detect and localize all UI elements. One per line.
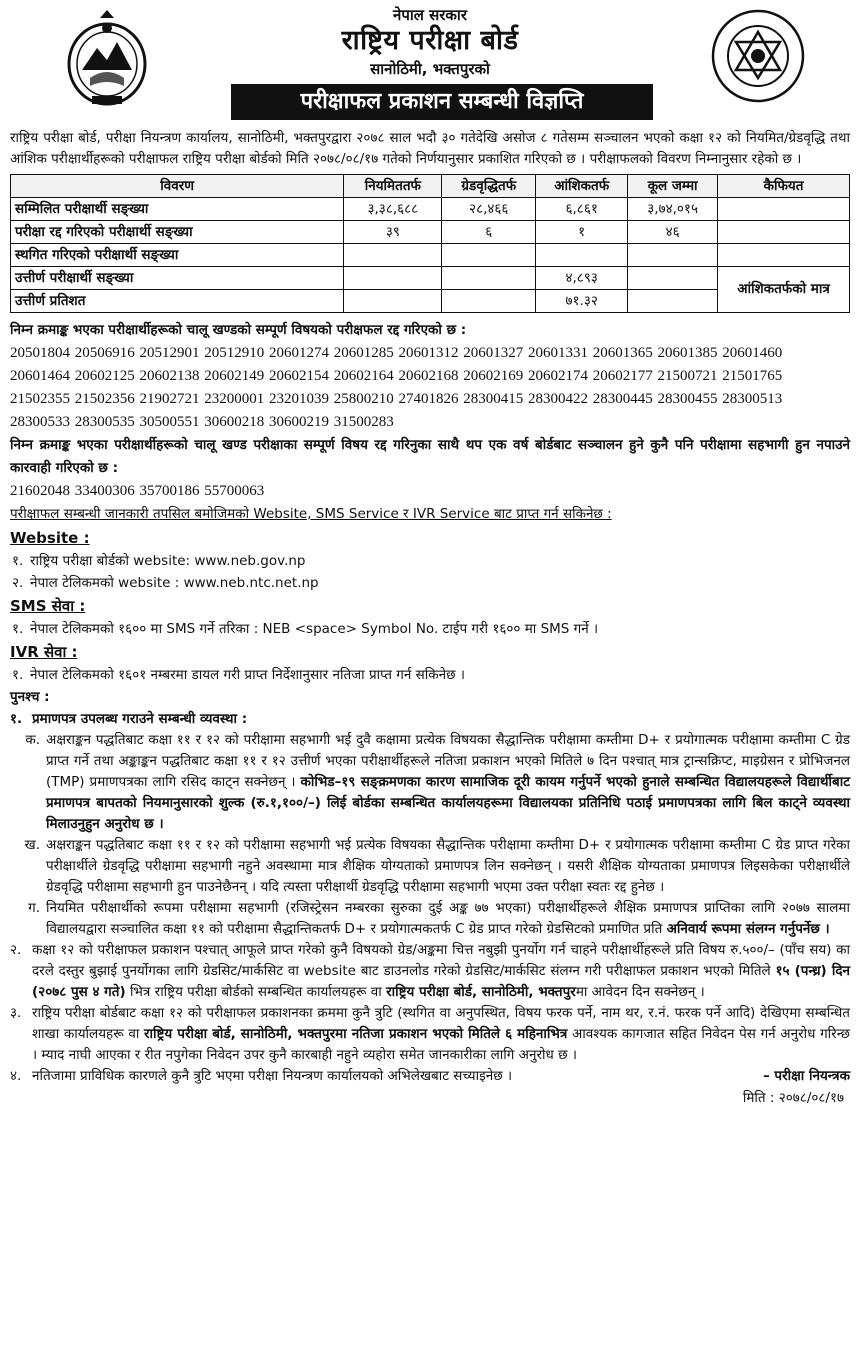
sub-item-plain: अक्षराङ्कन पद्धतिबाट कक्षा ११ र १२ को परीक्षामा सहभागी भई प्रत्येक विषयका सैद्धान्तिक परीक्षामा कम्तीमा D+ र प्रयोगात्मक परीक्षामा कम्तीमा C ग्रेड प्राप्त गरेका परीक्षार्थीले ग्रेडवृद्धि परीक्षामा सहभागी नहुने अवस्थामा मात्र शैक्षिक योग्यताको प्रमाणपत्र लिन सक्नेछन् । यसरी शैक्षिक योग्यताका प्रमाणपत्र लिइसकेका परीक्षार्थीले ग्रेडवृद्धि परीक्षामा सहभागी हुन पाउनेछैनन् । यदि त्यस्ता परीक्षार्थी ग्रेडवृद्धि परीक्षामा सहभागी भएमा उक्त परीक्षा स्वतः रद्द हुनेछ । bbox=[46, 837, 850, 895]
sub-item bbox=[10, 898, 850, 940]
table-header: कैफियत bbox=[718, 175, 850, 198]
table-row bbox=[11, 267, 850, 290]
row-label: स्थगित गरिएको परीक्षार्थी सङ्ख्या bbox=[11, 244, 344, 267]
postscript-item bbox=[10, 940, 850, 1003]
board-name: राष्ट्रिय परीक्षा बोर्ड bbox=[341, 25, 519, 56]
website-heading: Website : bbox=[10, 529, 90, 547]
sms-heading: SMS सेवा : bbox=[10, 597, 86, 615]
item-plain: कक्षा १२ को परीक्षाफल प्रकाशन पश्चात् आफूले प्राप्त गरेको कुनै विषयको ग्रेड/अङ्कमा चित्त नबुझी पुनर्योग गर्न चाहने परीक्षार्थीहरूले प्रति विषय रु.५००/– (पाँच सय) का दरले दस्तुर बुझाई पुनर्योगका लागि ग्रेडसिट/मार्कसिट वा website बाट डाउनलोड गरेको ग्रेडसिट/मार्कसिट संलग्न गरी परीक्षाफल प्रकाशन भएको मितिले bbox=[32, 942, 850, 979]
item-plain: नतिजामा प्राविधिक कारणले कुनै त्रुटि भएमा परीक्षा नियन्त्रण कार्यालयको अभिलेखबाट सच्याइनेछ । bbox=[32, 1068, 513, 1084]
sub-item-letter: ग. bbox=[28, 900, 40, 916]
item-bold: राष्ट्रिय परीक्षा बोर्ड, सानोठिमी, भक्तपुरमा नतिजा प्रकाशन भएको मितिले ६ महिनाभित्र bbox=[144, 1026, 568, 1042]
table-cell: ७१.३२ bbox=[536, 290, 628, 313]
item-number: १. bbox=[12, 621, 24, 637]
result-summary-table bbox=[10, 174, 850, 313]
item-bold: १५ (पन्ध्र) दिन (२०७८ पुस ४ गते) bbox=[32, 963, 851, 1000]
neb-seal-icon bbox=[710, 8, 806, 104]
table-row bbox=[11, 244, 850, 267]
row-label: सम्मिलित परीक्षार्थी सङ्ख्या bbox=[11, 198, 344, 221]
table-header: कूल जम्मा bbox=[628, 175, 718, 198]
sms-heading-label: SMS सेवा bbox=[10, 597, 75, 615]
table-cell: ४,८९३ bbox=[536, 267, 628, 290]
cancelled-heading: निम्न क्रमाङ्क भएका परीक्षार्थीहरूको चालू खण्डको सम्पूर्ण विषयको परीक्षफल रद्द गरिएको छ : bbox=[10, 322, 467, 338]
table-cell bbox=[442, 244, 536, 267]
row-label: परीक्षा रद्द गरिएको परीक्षार्थी सङ्ख्या bbox=[11, 221, 344, 244]
item-number: ३. bbox=[10, 1005, 22, 1021]
item-text bbox=[32, 940, 850, 1003]
table-cell bbox=[344, 267, 442, 290]
table-cell: ४६ bbox=[628, 221, 718, 244]
item-title: प्रमाणपत्र उपलब्ध गराउने सम्बन्धी व्यवस्था : bbox=[32, 711, 248, 727]
sub-item bbox=[10, 835, 850, 898]
list-item bbox=[10, 664, 850, 686]
sub-item-bold: अनिवार्य रूपमा संलग्न गर्नुपर्नेछ । bbox=[666, 921, 830, 937]
notice-title: परीक्षाफल प्रकाशन सम्बन्धी विज्ञप्ति bbox=[231, 84, 653, 120]
table-cell bbox=[344, 290, 442, 313]
ivr-heading-label: IVR सेवा bbox=[10, 643, 67, 661]
item-text: नेपाल टेलिकमको website : www.neb.ntc.net.np bbox=[30, 575, 319, 591]
table-cell: ६,८६१ bbox=[536, 198, 628, 221]
item-plain: राष्ट्रिय परीक्षा बोर्डबाट कक्षा १२ को परीक्षाफल प्रकाशनका क्रममा कुनै त्रुटि (स्थगित वा अनुपस्थित, विषय फरक पर्ने, नाम थर, र.नं. फरक पर्ने आदि) देखिएमा सम्बन्धित शाखा कार्यालयहरू वा bbox=[32, 1005, 850, 1042]
list-item bbox=[10, 572, 850, 594]
table-header: आंशिकतर्फ bbox=[536, 175, 628, 198]
table-cell bbox=[718, 198, 850, 221]
item-text: नेपाल टेलिकमको १६०० मा SMS गर्ने तरिका : NEB <space> Symbol No. टाईप गरी १६०० मा SMS गर्ने । bbox=[30, 621, 599, 637]
sub-item bbox=[10, 730, 850, 835]
table-cell: १ bbox=[536, 221, 628, 244]
cancelled-line: 20501804 20506916 20512901 20512910 20601274 20601285 20601312 20601327 20601331 20601365 20601385 20601460 bbox=[10, 345, 783, 361]
item-text: नेपाल टेलिकमको १६०१ नम्बरमा डायल गरी प्राप्त निर्देशानुसार नतिजा प्राप्त गर्न सकिनेछ । bbox=[30, 667, 466, 683]
table-cell: २८,४६६ bbox=[442, 198, 536, 221]
table-cell: ६ bbox=[442, 221, 536, 244]
remark-cell: आंशिकतर्फको मात्र bbox=[718, 267, 850, 313]
row-label: उत्तीर्ण प्रतिशत bbox=[11, 290, 344, 313]
list-item bbox=[10, 550, 850, 572]
table-cell bbox=[442, 267, 536, 290]
date-label: मिति : bbox=[742, 1090, 775, 1106]
table-header-row bbox=[11, 175, 850, 198]
item-text bbox=[32, 1003, 850, 1066]
signature: – परीक्षा नियन्त्रक bbox=[762, 1068, 850, 1084]
table-row bbox=[11, 198, 850, 221]
item-text: राष्ट्रिय परीक्षा बोर्डको website: www.neb.gov.np bbox=[30, 553, 306, 569]
postscript-item bbox=[10, 1003, 850, 1066]
sub-item-text bbox=[46, 835, 850, 898]
sub-item-bold: कोभिड–१९ सङ्क्रमणका कारण सामाजिक दूरी कायम गर्नुपर्ने भएको हुनाले सम्बन्धित विद्यालयहरूले विद्यार्थीबाट प्रमाणपत्र बापतको नियमानुसारको शुल्क (रु.१,१००/–) लिई बोर्डका सम्बन्धित कार्यालयहरूमा विद्यालयका प्रतिनिधि पठाई प्रमाणपत्रका लागि बिल काट्ने व्यवस्था मिलाउनुहुन अनुरोध छ । bbox=[46, 774, 850, 832]
postscript-item bbox=[10, 1066, 850, 1087]
item-number: १. bbox=[12, 667, 24, 683]
table-cell: ३,७४,०१५ bbox=[628, 198, 718, 221]
website-heading-label: Website bbox=[10, 529, 79, 547]
item-number: १. bbox=[10, 711, 23, 727]
cancelled-line: 28300533 28300535 30500551 30600218 30600219 31500283 bbox=[10, 414, 394, 430]
intro-paragraph: राष्ट्रिय परीक्षा बोर्ड, परीक्षा नियन्त्रण कार्यालय, सानोठिमी, भक्तपुरद्वारा २०७८ साल भदौ ३० गतेदेखि असोज ८ गतेसम्म सञ्चालन भएको कक्षा १२ को नियमित/ग्रेडवृद्धि तथा आंशिक परीक्षार्थीहरूको परीक्षाफल राष्ट्रिय परीक्षा बोर्डको मिति २०७८/०८/१७ गतेको निर्णयानुसार प्रकाशित गरिएको छ । परीक्षाफलको विवरण निम्नानुसार रहेको छ । bbox=[10, 130, 850, 167]
table-cell bbox=[628, 290, 718, 313]
cancelled-line: 20601464 20602125 20602138 20602149 20602154 20602164 20602168 20602169 20602174 20602177 21500721 21501765 bbox=[10, 368, 783, 384]
table-header: विवरण bbox=[11, 175, 344, 198]
item-number: ४. bbox=[10, 1068, 22, 1084]
item-text bbox=[32, 1066, 850, 1087]
table-cell bbox=[718, 221, 850, 244]
table-cell bbox=[442, 290, 536, 313]
item-number: २. bbox=[10, 942, 22, 958]
table-cell bbox=[718, 244, 850, 267]
government-name: नेपाल सरकार bbox=[393, 6, 467, 24]
table-cell bbox=[628, 267, 718, 290]
table-cell: ३,३८,६८८ bbox=[344, 198, 442, 221]
table-row bbox=[11, 221, 850, 244]
barred-heading: निम्न क्रमाङ्क भएका परीक्षार्थीहरूको चालू खण्ड परीक्षाका सम्पूर्ण विषय रद्द गरिनुका साथै थप एक वर्ष बोर्डबाट सञ्चालन हुने कुनै पनि परीक्षामा सहभागी हुन नपाउने कारवाही गरिएको छ : bbox=[10, 437, 851, 476]
info-line: परीक्षाफल सम्बन्धी जानकारी तपसिल बमोजिमको Website, SMS Service र IVR Service बाट प्राप्त गर्न सकिनेछ : bbox=[10, 506, 612, 522]
sub-item-plain: अक्षराङ्कन पद्धतिबाट कक्षा ११ र १२ को परीक्षामा सहभागी भई दुवै कक्षामा प्रत्येक विषयका सैद्धान्तिक परीक्षामा कम्तीमा D+ र प्रयोगात्मक परीक्षामा कम्तीमा C ग्रेड प्राप्त गर्ने तथा अङ्काङ्कन पद्धतिबाट कक्षा ११ र १२ उत्तीर्ण भएका परीक्षार्थीहरूले नतिजा प्रकाशन भएको मितिले ७ दिन पश्चात् मात्र ट्रान्सक्रिप्ट, माइग्रेसन र प्रोभिजनल (TMP) प्रमाणपत्रका लागि रसिद काट्न सक्नेछन् । bbox=[46, 732, 850, 790]
cancelled-numbers bbox=[10, 342, 850, 434]
item-number: १. bbox=[12, 553, 24, 569]
table-cell bbox=[628, 244, 718, 267]
sub-item-letter: क. bbox=[25, 732, 40, 748]
postscript-item bbox=[10, 709, 850, 730]
date-value: २०७८/०८/१७ bbox=[778, 1090, 844, 1106]
ivr-heading: IVR सेवा : bbox=[10, 643, 78, 661]
table-cell bbox=[344, 244, 442, 267]
item-number: २. bbox=[12, 575, 24, 591]
sub-item-plain: नियमित परीक्षार्थीको रूपमा परीक्षामा सहभागी (रजिस्ट्रेसन नम्बरका सुरुका दुई अङ्क ७७ भएका) परीक्षार्थीहरूले शैक्षिक प्रमाणपत्र प्राप्तिका लागि २०७७ सालमा विद्यालयद्वारा सञ्चालित कक्षा ११ को परीक्षामा सैद्धान्तिकतर्फ D+ र प्रयोगात्मकतर्फ C ग्रेड प्राप्त गरेको ग्रेडसिटको प्रमाणित प्रति bbox=[46, 900, 850, 937]
item-plain: भित्र राष्ट्रिय परीक्षा बोर्डको सम्बन्धित कार्यालयहरू वा bbox=[129, 984, 382, 1000]
header bbox=[10, 0, 850, 122]
sub-item-letter: ख. bbox=[24, 837, 40, 853]
item-bold: राष्ट्रिय परीक्षा बोर्ड, सानोठिमी, भक्तपुर bbox=[386, 984, 576, 1000]
date-line bbox=[10, 1087, 850, 1110]
sub-item-text bbox=[46, 730, 850, 835]
sub-item-text bbox=[46, 898, 850, 940]
row-label: उत्तीर्ण परीक्षार्थी सङ्ख्या bbox=[11, 267, 344, 290]
table-cell: ३९ bbox=[344, 221, 442, 244]
table-header: ग्रेडवृद्धितर्फ bbox=[442, 175, 536, 198]
item-plain: आवश्यक कागजात सहित निवेदन पेस गर्न अनुरोध गरिन्छ । म्याद नाघी आएका र रीत नपुगेका निवेदन उपर कुनै कारबाही नहुने व्यहोरा समेत जानकारीका लागि अनुरोध छ । bbox=[32, 1026, 851, 1063]
table-header: नियमिततर्फ bbox=[344, 175, 442, 198]
postscript-label: पुनश्च : bbox=[10, 689, 50, 705]
board-address: सानोठिमी, भक्तपुरको bbox=[370, 60, 490, 78]
item-plain: मा आवेदन दिन सक्नेछन् । bbox=[575, 984, 705, 1000]
table-cell bbox=[536, 244, 628, 267]
barred-numbers: 21602048 33400306 35700186 55700063 bbox=[10, 483, 265, 499]
cancelled-line: 21502355 21502356 21902721 23200001 23201039 25800210 27401826 28300415 28300422 28300445 28300455 28300513 bbox=[10, 391, 783, 407]
list-item bbox=[10, 618, 850, 640]
